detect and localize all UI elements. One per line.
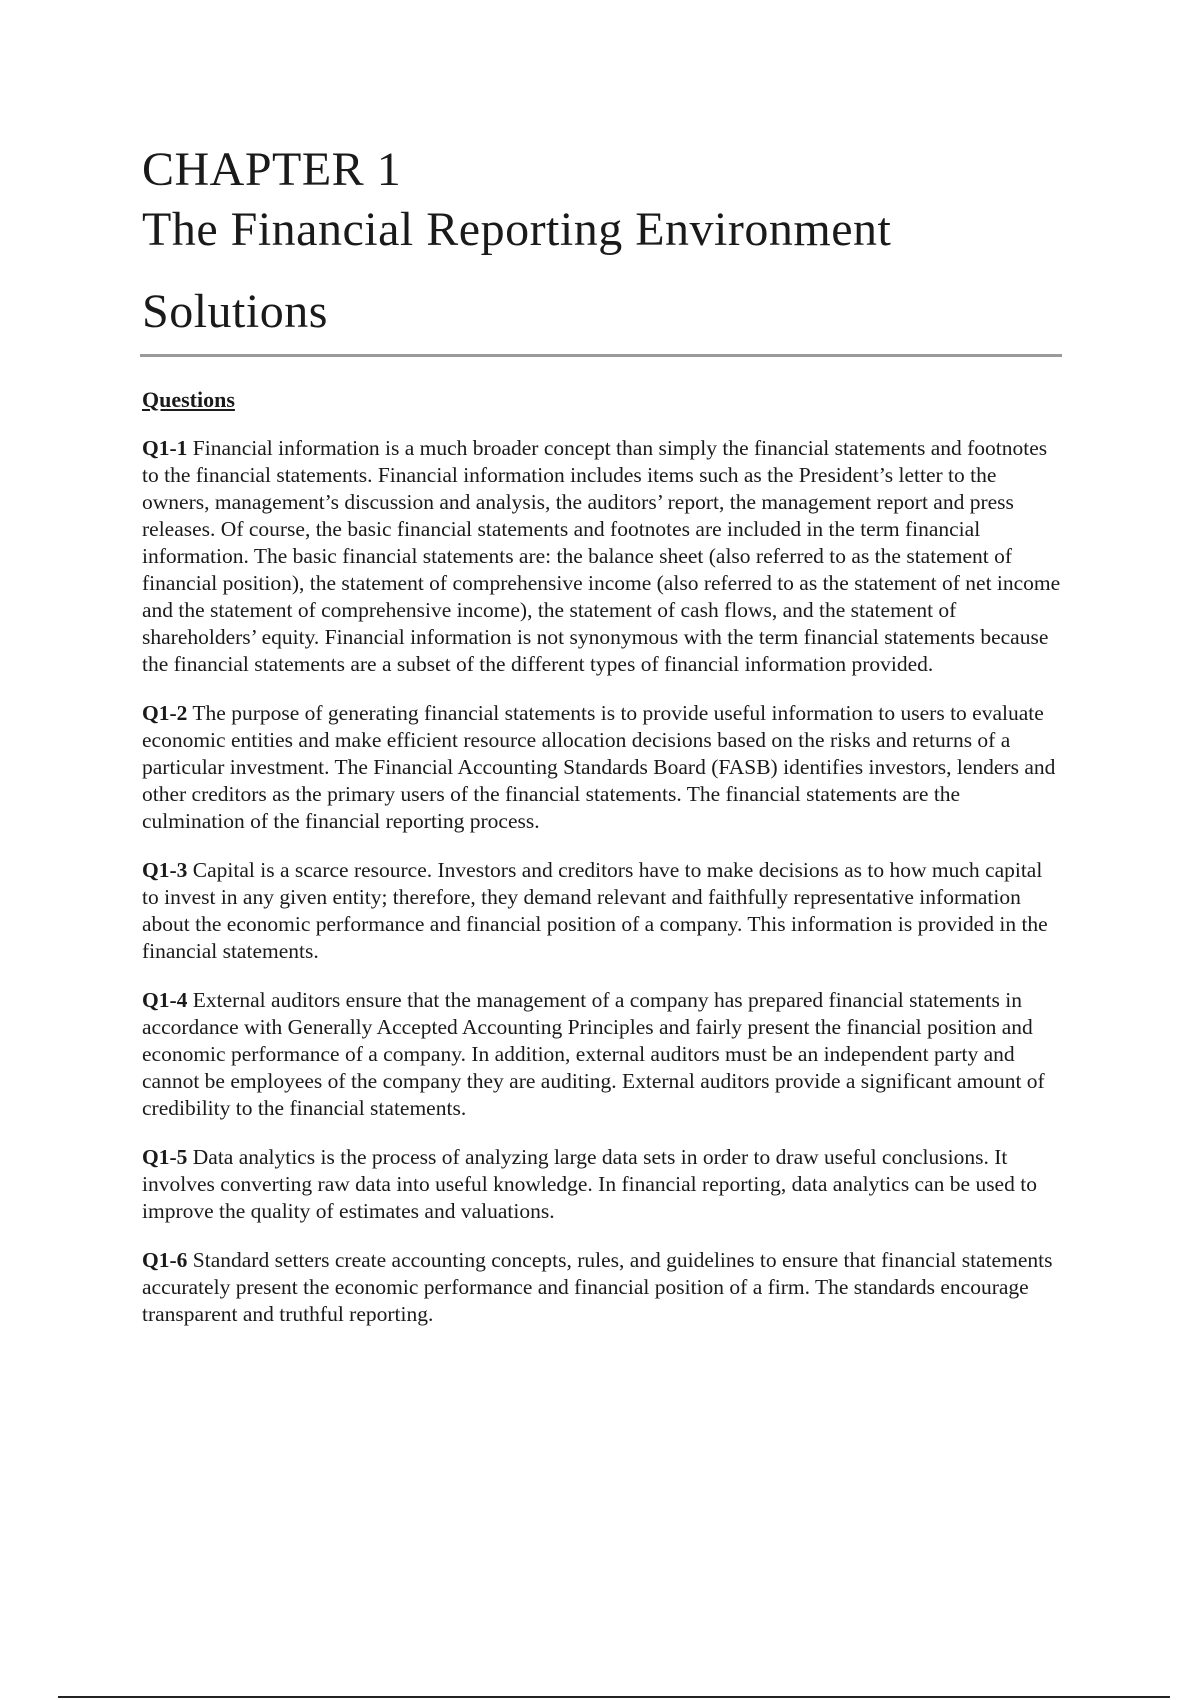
question-paragraph — [142, 1247, 1062, 1328]
question-text: Financial information is a much broader concept than simply the financial statements and footnotes to the financial statements. Financial information includes items such as the President’s letter to the owners, management’s discussion and analysis, the auditors’ report, the management report and press releases. Of course, the basic financial statements and footnotes are included in the term financial information. The basic financial statements are: the balance sheet (also referred to as the statement of financial position), the statement of comprehensive income (also referred to as the statement of net income and the statement of comprehensive income), the statement of cash flows, and the statement of shareholders’ equity. Financial information is not synonymous with the term financial statements because the financial statements are a subset of the different types of financial information provided. — [142, 436, 1061, 676]
question-paragraph — [142, 1144, 1062, 1225]
question-paragraph — [142, 700, 1062, 835]
question-number: Q1-5 — [142, 1145, 188, 1169]
question-text: Standard setters create accounting concepts, rules, and guidelines to ensure that financial statements accurately present the economic performance and financial position of a firm. The standards encourage transparent and truthful reporting. — [142, 1248, 1053, 1326]
chapter-title: The Financial Reporting Environment — [142, 203, 892, 256]
solutions-title: Solutions — [142, 285, 328, 338]
question-paragraph — [142, 987, 1062, 1122]
question-text: External auditors ensure that the management of a company has prepared financial statements in accordance with Generally Accepted Accounting Principles and fairly present the financial position and economic performance of a company. In addition, external auditors must be an independent party and cannot be employees of the company they are auditing. External auditors provide a significant amount of credibility to the financial statements. — [142, 988, 1045, 1120]
chapter-label: CHAPTER 1 — [142, 143, 402, 196]
question-text: Data analytics is the process of analyzing large data sets in order to draw useful conclusions. It involves converting raw data into useful knowledge. In financial reporting, data analytics can be used to improve the quality of estimates and valuations. — [142, 1145, 1037, 1223]
question-paragraph — [142, 435, 1062, 678]
question-paragraph — [142, 857, 1062, 965]
question-number: Q1-3 — [142, 858, 188, 882]
footer-divider — [58, 1696, 1170, 1698]
title-divider — [140, 354, 1062, 357]
question-number: Q1-6 — [142, 1248, 188, 1272]
question-number: Q1-1 — [142, 436, 188, 460]
section-heading: Questions — [142, 387, 235, 412]
question-text: Capital is a scarce resource. Investors and creditors have to make decisions as to how much capital to invest in any given entity; therefore, they demand relevant and faithfully representative information about the economic performance and financial position of a company. This information is provided in the financial statements. — [142, 858, 1048, 963]
question-number: Q1-2 — [142, 701, 188, 725]
question-text: The purpose of generating financial statements is to provide useful information to users to evaluate economic entities and make efficient resource allocation decisions based on the risks and returns of a particular investment. The Financial Accounting Standards Board (FASB) identifies investors, lenders and other creditors as the primary users of the financial statements. The financial statements are the culmination of the financial reporting process. — [142, 701, 1056, 833]
page-content — [142, 140, 1062, 1328]
question-number: Q1-4 — [142, 988, 188, 1012]
